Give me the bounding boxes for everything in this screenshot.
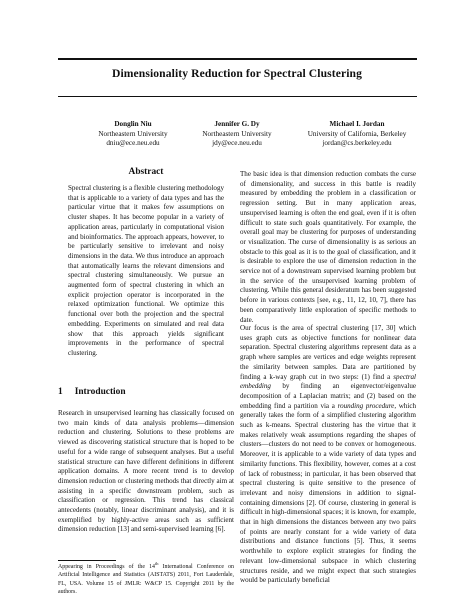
author-name: Michael I. Jordan — [329, 120, 385, 128]
footnote-text-start: Appearing in Proceedings of the 14 — [58, 564, 155, 570]
section-title: Introduction — [74, 387, 126, 397]
footnote-superscript: th — [154, 561, 159, 567]
abstract-heading: Abstract — [128, 167, 164, 177]
paragraph-text: , which generally takes the form of a simplified clustering algorithm such as k-means. Spectral clustering has the virtue that it makes relatively weak assumptions regarding the shapes of clusters—clusters do not need to be convex or homogeneous. Moreover, it is applicable to a wide variety of data types and similarity functions. This flexibility, however, comes at a cost of lack of robustness; in particular, it has been observed that spectral clustering is quite sensitive to the presence of irrelevant and noisy dimensions in addition to signal-containing dimensions [2]. Of course, clustering in general is difficult in high-dimensional spaces; it is known, for example, that in high dimensions the distances between any two pairs of points are nearly constant for a wide variety of data distributions and distance functions [5]. Thus, it seems worthwhile to explore explicit strategies for finding the relevant low-dimensional subspace in which clustering structures reside, and we might expect that such strategies would be particularly beneficial — [240, 401, 416, 585]
paragraph-text: by finding an eigenvector/eigenvalue decomposition of a Laplacian matrix; and (2) based on the embedding find a partition via a — [240, 382, 416, 410]
body-paragraph-1: The basic idea is that dimension reduction combats the curse of dimensionality, and success in this battle is readily measured by embedding the problem in a classification or regression setting. But in many application areas, unsupervised learning is often the end goal, even if it is often difficult to state such goals quantitatively. For example, the overall goal may be clustering for purposes of understanding or visualization. The curse of dimensionality is as serious an obstacle to this goal as it is to the goal of classification, and it is desirable to explore the use of dimension reduction in the service not of a downstream supervised learning problem but in the service of the unsupervised learning problem of clustering. While this general desideratum has been suggested before in various contexts [see, e.g., 11, 12, 10, 7], there has been comparatively little exploration of specific methods to date. — [240, 170, 416, 324]
author-affiliation: Northeastern University — [98, 129, 168, 138]
title-top-rule — [58, 58, 417, 60]
author-name: Jennifer G. Dy — [214, 120, 260, 128]
section-number: 1 — [58, 387, 63, 397]
footnote-rule — [58, 560, 116, 561]
author-affiliation: University of California, Berkeley — [307, 129, 407, 138]
emphasis-rounding-procedure: rounding procedure — [337, 401, 395, 410]
abstract-text: Spectral clustering is a flexible clustering methodology that is applicable to a variety of data types and has the particular virtue that it makes few assumptions on cluster shapes. It has become popular in a variety of application areas, particularly in computational vision and bioinformatics. The approach appears, however, to be particularly sensitive to irrelevant and noisy dimensions in the data. We thus introduce an approach that automatically learns the relevant dimensions and spectral clustering simultaneously. We pursue an augmented form of spectral clustering in which an explicit projection operator is incorporated in the relaxed optimization functional. We optimize this functional over both the projection and the spectral embedding. Experiments on simulated and real data show that this approach yields significant improvements in the performance of spectral clustering. — [68, 184, 224, 357]
author-name: Donglin Niu — [114, 120, 152, 128]
emphasis-spectral-embedding: spectral embedding — [240, 372, 416, 391]
author-email: jordan@cs.berkeley.edu — [322, 139, 392, 148]
author-email: jdy@ece.neu.edu — [212, 139, 262, 148]
author-block-3 — [282, 120, 432, 149]
body-paragraph-2 — [240, 324, 416, 586]
paragraph-text: Our focus is the area of spectral clustering [17, 30] which uses graph cuts as objective functions for nonlinear data separation. Spectral clustering algorithms represent data as a graph where samples are vertices and edge weights represent the similarity between samples. Data are partitioned by finding a k-way graph cut in two steps: (1) find a — [240, 324, 416, 381]
section-heading — [58, 387, 126, 397]
paper-title: Dimensionality Reduction for Spectral Clustering — [112, 67, 362, 80]
title-bottom-rule — [58, 96, 417, 97]
author-affiliation: Northeastern University — [202, 129, 272, 138]
footnote-text-end: International Conference on Artificial Intelligence and Statistics (AISTATS) 2011, Fort Lauderdale, FL, USA. Volume 15 of JMLR: W&CP 15. Copyright 2011 by the authors. — [58, 564, 234, 595]
footnote — [58, 563, 234, 596]
intro-paragraph: Research in unsupervised learning has classically focused on two main kinds of data analysis problems—dimension reduction and clustering. Solutions to these problems are viewed as discovering statistical structure that is hoped to be useful for a wide range of subsequent analyses. But a useful statistical structure can have different definitions in different application domains. A more recent trend is to develop dimension reduction or clustering methods that directly aim at assisting in a specific downstream problem, such as classification or regression. This trend has classical antecedents (notably, linear discriminant analysis), and it is exemplified by highly-active areas such as sufficient dimension reduction [13] and semi-supervised learning [6]. — [58, 409, 234, 534]
author-email: dniu@ece.neu.edu — [106, 139, 160, 148]
